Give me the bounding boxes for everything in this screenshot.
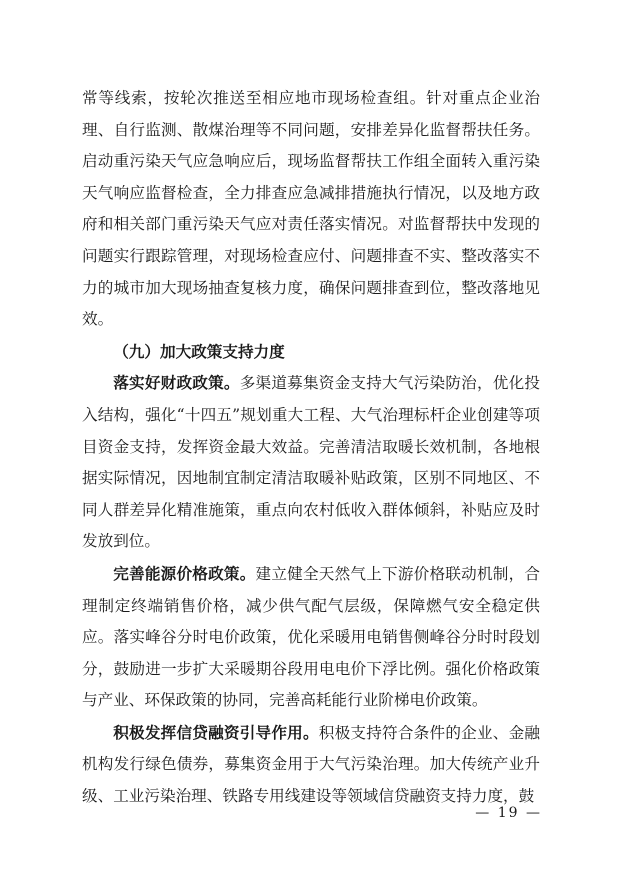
paragraph-text: 多渠道募集资金支持大气污染防治，优化投入结构，强化“十四五”规划重大工程、大气治理标杆企业创建等项目资金支持，发挥资金最大效益。完善清洁取暖长效机制，各地根据实际情况，因地制宜制定清洁取暖补贴政策，区别不同地区、不同人群差异化精准施策，重点向农村低收入群体倾斜，补贴应及时发放到位。 bbox=[82, 374, 540, 551]
paragraph-energy-price-policy bbox=[82, 558, 540, 717]
paragraph-text: 积极支持符合条件的企业、金融机构发行绿色债券，募集资金用于大气污染治理。加大传统产业升级、工业污染治理、铁路专用线建设等领域信贷融资支持力度，鼓 bbox=[82, 723, 540, 806]
paragraph-credit-financing bbox=[82, 717, 540, 813]
page-number: — 19 — bbox=[475, 805, 542, 821]
paragraph-lead: 完善能源价格政策。 bbox=[113, 563, 256, 583]
paragraph-fiscal-policy bbox=[82, 367, 540, 558]
document-body bbox=[82, 83, 540, 813]
continuation-paragraph: 常等线索，按轮次推送至相应地市现场检查组。针对重点企业治理、自行监测、散煤治理等不同问题，安排差异化监督帮扶任务。启动重污染天气应急响应后，现场监督帮扶工作组全面转入重污染天气响应监督检查，全力排查应急减排措施执行情况，以及地方政府和相关部门重污染天气应对责任落实情况。对监督帮扶中发现的问题实行跟踪管理，对现场检查应付、问题排查不实、整改落实不力的城市加大现场抽查复核力度，确保问题排查到位，整改落地见效。 bbox=[82, 89, 540, 329]
paragraph-text: 建立健全天然气上下游价格联动机制，合理制定终端销售价格，减少供气配气层级，保障燃气安全稳定供应。落实峰谷分时电价政策，优化采暖用电销售侧峰谷分时时段划分，鼓励进一步扩大采暖期谷段用电电价下浮比例。强化价格政策与产业、环保政策的协同，完善高耗能行业阶梯电价政策。 bbox=[82, 564, 540, 710]
paragraph-lead: 积极发挥信贷融资引导作用。 bbox=[113, 722, 319, 742]
paragraph-lead: 落实好财政政策。 bbox=[113, 373, 240, 393]
section-heading: （九）加大政策支持力度 bbox=[113, 341, 285, 361]
